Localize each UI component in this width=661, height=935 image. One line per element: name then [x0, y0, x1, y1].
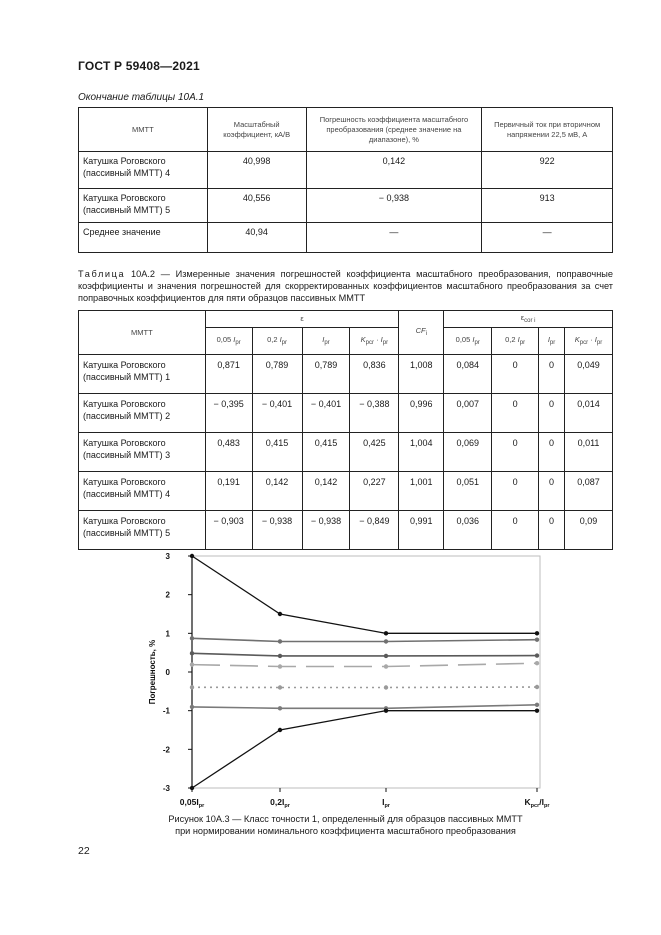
table-b-cell: 0 — [492, 355, 539, 394]
table-b-cell: 0,011 — [565, 433, 613, 472]
table-b-cell-name: Катушка Роговского (пассивный ММТТ) 5 — [79, 511, 206, 550]
table-b-subheader: $I_{pr}$ — [302, 328, 350, 355]
table-b-cell: 0 — [539, 511, 565, 550]
table-row — [79, 189, 613, 223]
table-b-subheader: $K_{pcr} \cdot I_{pr}$ — [350, 328, 399, 355]
table-b-cell: 0,227 — [350, 472, 399, 511]
figure-caption-line-2: при нормировании номинального коэффициента масштабного преобразования — [175, 826, 516, 836]
table-row — [79, 355, 613, 394]
data-point — [384, 664, 388, 668]
data-point — [278, 664, 282, 668]
table-b-subheader: 0,05 $I_{pr}$ — [205, 328, 252, 355]
table-a — [78, 107, 613, 253]
table-a-cell-name: Катушка Роговского (пассивный ММТТ) 5 — [79, 189, 208, 223]
table-b-cell: 0,142 — [302, 472, 350, 511]
table-b-cell-name: Катушка Роговского (пассивный ММТТ) 1 — [79, 355, 206, 394]
table-a-header-mmtt: ММТТ — [79, 108, 208, 152]
y-tick-label: -1 — [162, 706, 170, 716]
y-tick-label: 0 — [165, 668, 170, 677]
table-b-cell: − 0,938 — [302, 511, 350, 550]
chart-text-group — [148, 552, 550, 809]
table-a-cell-error: 0,142 — [306, 152, 482, 189]
table-b-cell: 0,425 — [350, 433, 399, 472]
x-tick-label: $0,05I_{pr}$ — [179, 797, 205, 809]
series-line — [192, 653, 537, 656]
data-point — [384, 631, 388, 635]
table-b-cell: 0,991 — [399, 511, 444, 550]
series-line — [192, 705, 537, 708]
table-b-cell: 0,09 — [565, 511, 613, 550]
table-row — [79, 472, 613, 511]
table-b-cell: 0,415 — [252, 433, 302, 472]
table-row — [79, 152, 613, 189]
table-b-cell: 0 — [539, 472, 565, 511]
data-point — [384, 685, 388, 689]
table-b-cell: − 0,401 — [302, 394, 350, 433]
data-point — [190, 705, 194, 709]
figure-caption — [78, 813, 613, 837]
table-b-cell: 0,087 — [565, 472, 613, 511]
table-a-header-current: Первичный ток при вторичном напряжении 22,5 мВ, А — [482, 108, 613, 152]
table-b-cell-name: Катушка Роговского (пассивный ММТТ) 4 — [79, 472, 206, 511]
data-point — [384, 654, 388, 658]
table-b-cell: − 0,938 — [252, 511, 302, 550]
table-a-cell-scale: 40,94 — [207, 223, 306, 253]
data-point — [190, 662, 194, 666]
table-a-cell-scale: 40,998 — [207, 152, 306, 189]
data-point — [535, 661, 539, 665]
y-tick-label: -3 — [162, 784, 170, 793]
data-point — [535, 631, 539, 635]
y-tick-label: 1 — [165, 629, 170, 639]
data-point — [278, 654, 282, 658]
table-b-caption-text: 10А.2 — Измеренные значения погрешностей коэффициента масштабного преобразования, поправочные коэффициенты и значения погрешностей для скорректированных коэффициентов масштабного преобразования за счет поправочных коэффициентов для пяти образцов пассивных ММТТ — [78, 269, 613, 303]
table-b-header-epsilon — [205, 311, 399, 328]
table-a-cell-current: 922 — [482, 152, 613, 189]
y-tick-label: -2 — [162, 745, 170, 755]
table-b-subheader: 0,2 $I_{pr}$ — [492, 328, 539, 355]
series-line — [192, 711, 537, 788]
page-number: 22 — [78, 845, 90, 857]
table-b-cell: − 0,401 — [252, 394, 302, 433]
series-line — [192, 663, 537, 666]
x-tick-label: $K_{pcr}/I_{pr}$ — [524, 797, 550, 809]
table-b-subheader: 0,2 $I_{pr}$ — [252, 328, 302, 355]
figure-caption-line-1: Рисунок 10А.3 — Класс точности 1, определенный для образцов пассивных ММТТ — [168, 814, 523, 824]
series-line — [192, 687, 537, 688]
table-b-cell: − 0,388 — [350, 394, 399, 433]
table-a-cell-current: — — [482, 223, 613, 253]
table-b-cell: 0 — [492, 472, 539, 511]
accuracy-class-chart — [140, 545, 560, 813]
table-b-cell: 0 — [492, 433, 539, 472]
y-axis-title: Погрешность, % — [148, 639, 157, 705]
table-b-cell: 0,069 — [444, 433, 492, 472]
data-point — [278, 685, 282, 689]
data-point — [190, 685, 194, 689]
table-b-subheader: $K_{pcr} \cdot I_{pr}$ — [565, 328, 613, 355]
y-tick-label: 2 — [165, 590, 170, 600]
table-a-cell-error: — — [306, 223, 482, 253]
table-b-cell: 0,789 — [252, 355, 302, 394]
data-point — [190, 636, 194, 640]
table-b-cell: − 0,903 — [205, 511, 252, 550]
table-b-cell: 1,004 — [399, 433, 444, 472]
table-b-cell: 0,049 — [565, 355, 613, 394]
table-b-cell: 0,871 — [205, 355, 252, 394]
table-a-header-scale: Масштабный коэффициент, кА/В — [207, 108, 306, 152]
data-point — [384, 708, 388, 712]
table-b-header-cf: $CF_i$ — [399, 311, 444, 355]
table-b-cell: 0,996 — [399, 394, 444, 433]
table-row — [79, 511, 613, 550]
table-b-cell: 0,415 — [302, 433, 350, 472]
table-b-cell: 0 — [492, 511, 539, 550]
data-point — [278, 706, 282, 710]
table-a-cell-scale: 40,556 — [207, 189, 306, 223]
data-point — [190, 554, 194, 558]
data-point — [535, 637, 539, 641]
data-point — [278, 639, 282, 643]
table-b-header-mmtt: ММТТ — [79, 311, 206, 355]
table-b-cell: 0,483 — [205, 433, 252, 472]
table-b-cell-name: Катушка Роговского (пассивный ММТТ) 3 — [79, 433, 206, 472]
table-b-cell: 0,191 — [205, 472, 252, 511]
table-row — [79, 223, 613, 253]
x-tick-label: $I_{pr}$ — [382, 797, 390, 809]
table-a-cell-name: Катушка Роговского (пассивный ММТТ) 4 — [79, 152, 208, 189]
document-title: ГОСТ Р 59408—2021 — [78, 59, 200, 73]
table-row — [79, 394, 613, 433]
x-tick-label: $0,2I_{pr}$ — [270, 797, 290, 809]
table-b-cell: 0,789 — [302, 355, 350, 394]
table-row — [79, 433, 613, 472]
table-b-subheader: $I_{pr}$ — [539, 328, 565, 355]
table-b-cell: 1,008 — [399, 355, 444, 394]
y-tick-label: 3 — [165, 552, 170, 561]
table-b-cell: 0 — [539, 394, 565, 433]
data-point — [535, 685, 539, 689]
table-b-cell-name: Катушка Роговского (пассивный ММТТ) 2 — [79, 394, 206, 433]
table-b-cell: 0 — [539, 433, 565, 472]
table-b-caption — [78, 268, 613, 304]
table-a-cell-error: − 0,938 — [306, 189, 482, 223]
data-point — [535, 653, 539, 657]
table-b-cell: 1,001 — [399, 472, 444, 511]
table-b-cell: 0,084 — [444, 355, 492, 394]
data-point — [190, 786, 194, 790]
table-b-cell: 0,007 — [444, 394, 492, 433]
table-b-caption-lead: Таблица — [78, 269, 126, 279]
table-b — [78, 310, 613, 550]
table-b-cell: − 0,849 — [350, 511, 399, 550]
table-a-header-error: Погрешность коэффициента масштабного преобразования (среднее значение на диапазоне), % — [306, 108, 482, 152]
table-b-cell: 0 — [539, 355, 565, 394]
series-line — [192, 556, 537, 633]
table-a-cell-name: Среднее значение — [79, 223, 208, 253]
table-b-header-epsilon-symbol: ε — [300, 314, 304, 323]
table-b-cell: 0,142 — [252, 472, 302, 511]
table-b-cell: 0,051 — [444, 472, 492, 511]
data-point — [535, 708, 539, 712]
table-b-cell: − 0,395 — [205, 394, 252, 433]
table-b-cell: 0,014 — [565, 394, 613, 433]
table-a-cell-current: 913 — [482, 189, 613, 223]
table-b-cell: 0,036 — [444, 511, 492, 550]
data-point — [535, 703, 539, 707]
table-b-subheader: 0,05 $I_{pr}$ — [444, 328, 492, 355]
table-a-caption: Окончание таблицы 10А.1 — [78, 92, 205, 103]
table-b-cell: 0,836 — [350, 355, 399, 394]
data-point — [278, 728, 282, 732]
data-point — [278, 612, 282, 616]
series-line — [192, 638, 537, 641]
table-b-header-epsilon-corrected: $\varepsilon_{cor i}$ — [444, 311, 613, 328]
table-b-cell: 0 — [492, 394, 539, 433]
data-point — [190, 651, 194, 655]
data-point — [384, 639, 388, 643]
chart-series-group — [190, 554, 539, 790]
